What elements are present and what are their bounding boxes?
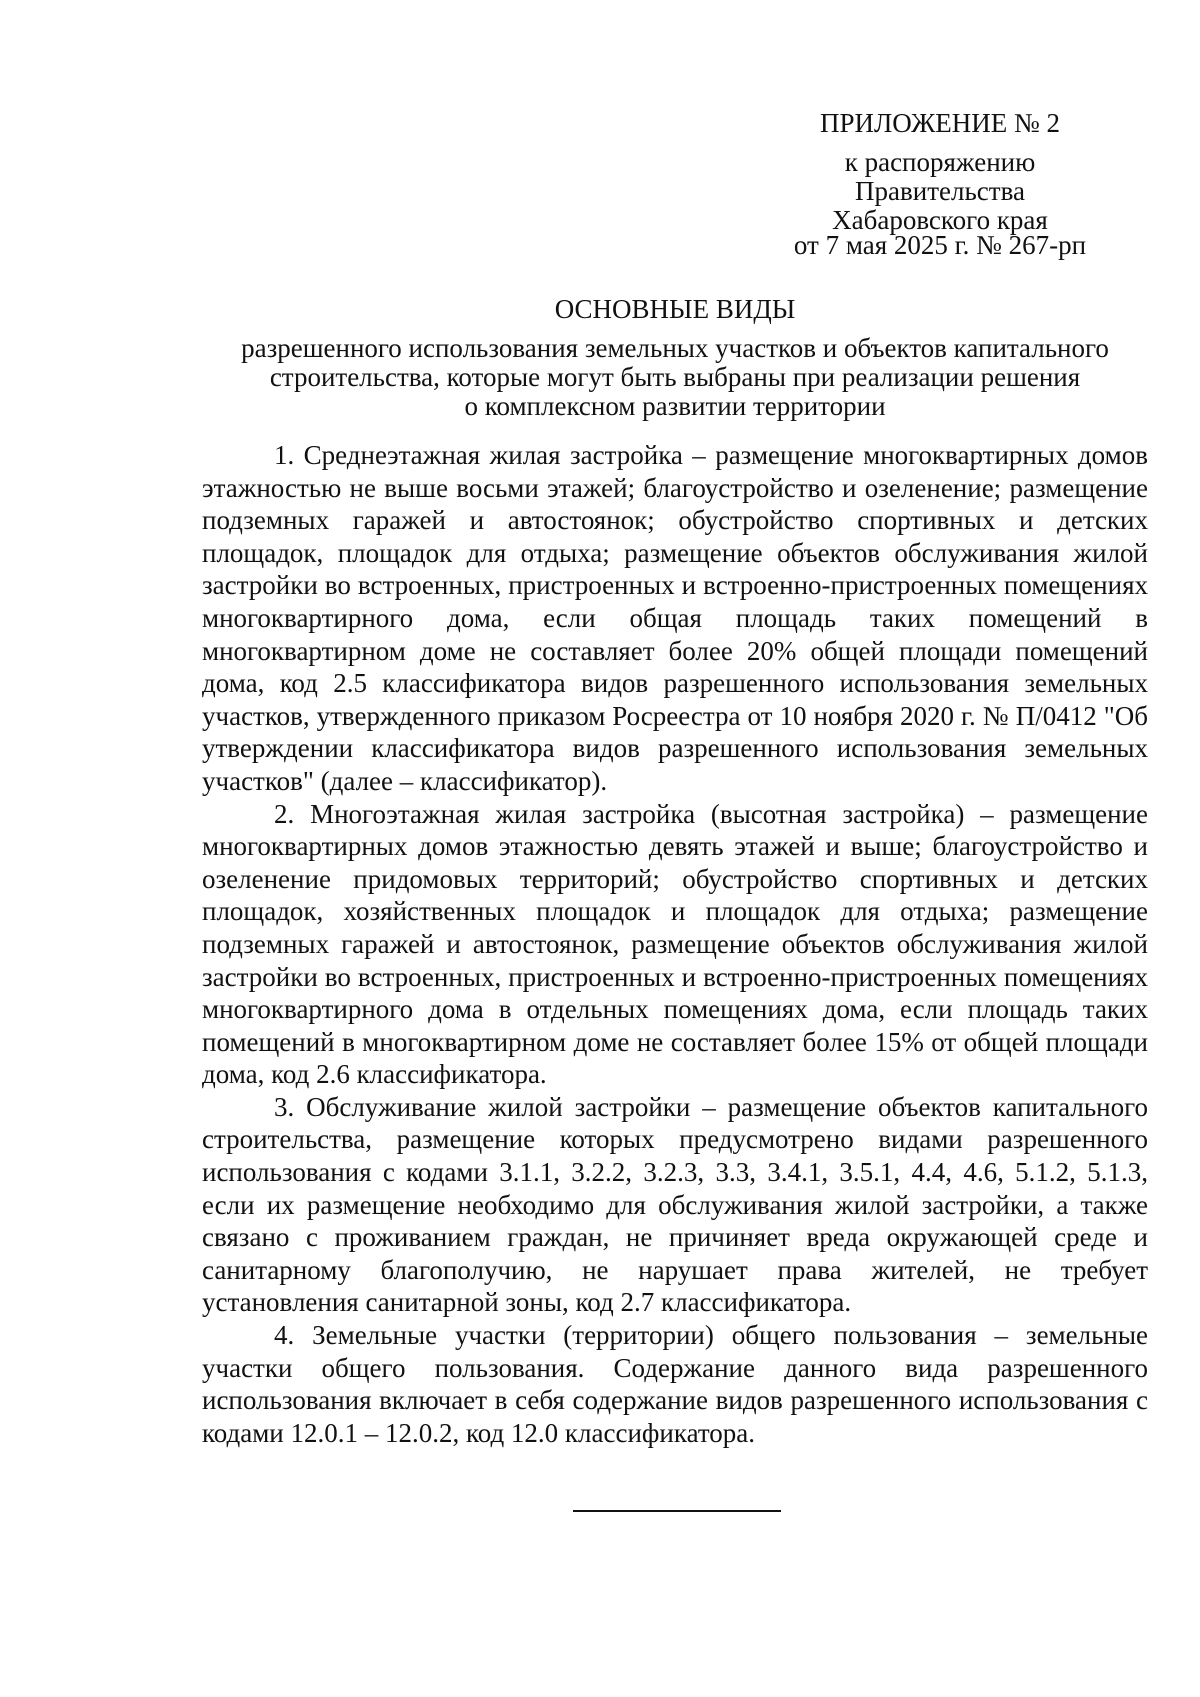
subtitle-line: разрешенного использования земельных участков и объектов капитального [241, 333, 1109, 363]
document-subtitle [200, 334, 1150, 421]
appendix-header [740, 108, 1140, 139]
subtitle-line: строительства, которые могут быть выбраны при реализации решения [269, 362, 1081, 392]
appendix-date-block [740, 230, 1140, 261]
appendix-line: Хабаровского края [832, 205, 1048, 235]
appendix-date: от 7 мая 2025 г. № 267-рп [793, 230, 1087, 260]
appendix-reference [740, 148, 1140, 235]
appendix-line: Правительства [855, 176, 1025, 206]
appendix-title: ПРИЛОЖЕНИЕ № 2 [819, 108, 1061, 138]
subtitle-line: о комплексном развитии территории [464, 391, 886, 421]
paragraph-3: 3. Обслуживание жилой застройки – размещение объектов капитального строительства, размещение которых предусмотрено видами разрешенного использования с кодами 3.1.1, 3.2.2, 3.2.3, 3.3, 3.4.1, 3.5.1, 4.4, 4.6, 5.1.2, 5.1.3, если их размещение необходимо для обслуживания жилой застройки, а также связано с проживанием граждан, не причиняет вреда окружающей среде и санитарному благополучию, не нарушает права жителей, не требует установления санитарной зоны, код 2.7 классификатора. [202, 1091, 1148, 1318]
paragraph-2: 2. Многоэтажная жилая застройка (высотная застройка) – размещение многоквартирных домов этажностью девять этажей и выше; благоустройство и озеленение придомовых территорий; обустройство спортивных и детских площадок, хозяйственных площадок и площадок для отдыха; размещение подземных гаражей и автостоянок, размещение объектов обслуживания жилой застройки во встроенных, пристроенных и встроенно-пристроенных помещениях многоквартирного дома в отдельных помещениях дома, если площадь таких помещений в многоквартирном доме не составляет более 15% от общей площади дома, код 2.6 классификатора. [202, 798, 1148, 1090]
paragraph-4: 4. Земельные участки (территории) общего пользования – земельные участки общего пользования. Содержание данного вида разрешенного использования включает в себя содержание видов разрешенного использования с кодами 12.0.1 – 12.0.2, код 12.0 классификатора. [202, 1320, 1148, 1448]
end-divider [573, 1510, 781, 1512]
document-title: ОСНОВНЫЕ ВИДЫ [554, 294, 796, 324]
document-body [202, 439, 1148, 1449]
appendix-line: к распоряжению [844, 147, 1036, 177]
paragraph-1: 1. Среднеэтажная жилая застройка – размещение многоквартирных домов этажностью не выше восьми этажей; благоустройство и озеленение; размещение подземных гаражей и автостоянок; обустройство спортивных и детских площадок, площадок для отдыха; размещение объектов обслуживания жилой застройки во встроенных, пристроенных и встроенно-пристроенных помещениях многоквартирного дома, если общая площадь таких помещений в многоквартирном доме не составляет более 20% общей площади помещений дома, код 2.5 классификатора видов разрешенного использования земельных участков, утвержденного приказом Росреестра от 10 ноября 2020 г. № П/0412 "Об утверждении классификатора видов разрешенного использования земельных участков" (далее – классификатор). [202, 440, 1148, 796]
